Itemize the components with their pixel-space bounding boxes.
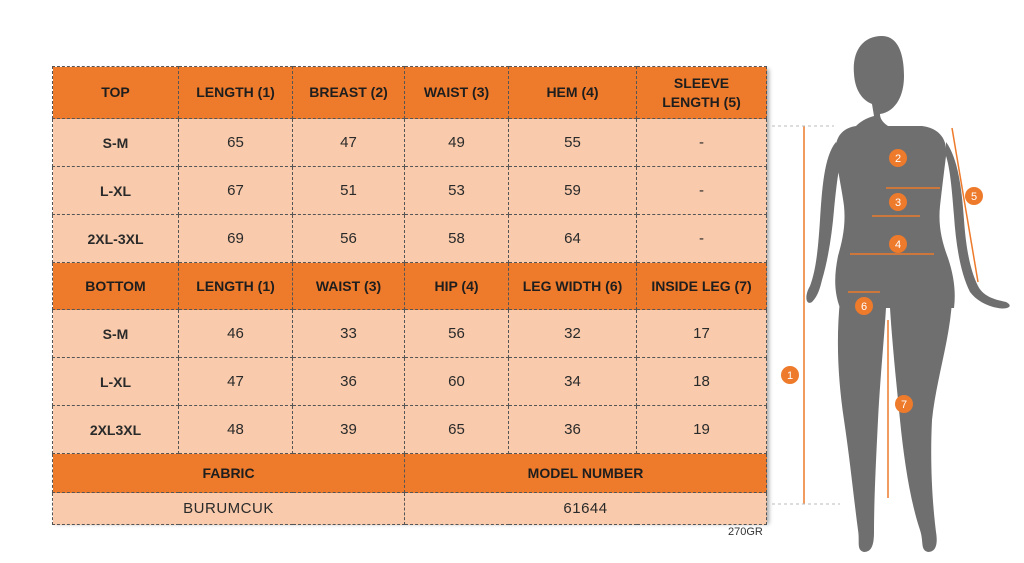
value-cell: 60 (405, 358, 509, 406)
marker-6 (855, 297, 873, 315)
fabric-label: FABRIC (53, 454, 405, 493)
top-table-row (53, 215, 767, 263)
value-cell: 58 (405, 215, 509, 263)
value-cell: 65 (179, 119, 293, 167)
bottom-table-row (53, 358, 767, 406)
top-header-cell: LENGTH (1) (179, 67, 293, 119)
value-cell: 36 (293, 358, 405, 406)
value-cell: 59 (509, 167, 637, 215)
size-table (52, 66, 767, 525)
value-cell: 17 (637, 310, 767, 358)
size-chart (52, 66, 766, 521)
bottom-header-cell: HIP (4) (405, 263, 509, 310)
value-cell: 36 (509, 406, 637, 454)
marker-3 (889, 193, 907, 211)
value-cell: 34 (509, 358, 637, 406)
top-header-cell: HEM (4) (509, 67, 637, 119)
size-cell: L-XL (53, 167, 179, 215)
marker-7 (895, 395, 913, 413)
size-cell: 2XL-3XL (53, 215, 179, 263)
value-cell: - (637, 215, 767, 263)
value-cell: 33 (293, 310, 405, 358)
bottom-header-cell: LENGTH (1) (179, 263, 293, 310)
value-cell: 53 (405, 167, 509, 215)
sleeve-label-line2: LENGTH (5) (662, 93, 741, 110)
value-cell: 49 (405, 119, 509, 167)
bottom-header-cell: WAIST (3) (293, 263, 405, 310)
sleeve-label-line1: SLEEVE (673, 75, 730, 92)
svg-text:7: 7 (900, 399, 908, 411)
value-cell: 18 (637, 358, 767, 406)
fabric-header-row (53, 454, 767, 493)
marker-5 (965, 187, 983, 205)
value-cell: 32 (509, 310, 637, 358)
size-cell: S-M (53, 119, 179, 167)
top-table-row (53, 119, 767, 167)
svg-text:2: 2 (894, 153, 902, 165)
value-cell: - (637, 167, 767, 215)
bottom-header-cell: INSIDE LEG (7) (637, 263, 767, 310)
marker-1 (781, 366, 799, 384)
body-measurement-figure (770, 30, 1024, 560)
top-header-cell: TOP (53, 67, 179, 119)
model-number-label: MODEL NUMBER (405, 454, 767, 493)
value-cell: 56 (293, 215, 405, 263)
svg-text:4: 4 (894, 239, 902, 251)
value-cell: 69 (179, 215, 293, 263)
marker-4 (889, 235, 907, 253)
footer-code: 270GR (728, 526, 763, 538)
top-header-row (53, 67, 767, 119)
value-cell: 65 (405, 406, 509, 454)
svg-text:5: 5 (970, 191, 978, 203)
top-header-cell (637, 67, 767, 119)
value-cell: 47 (293, 119, 405, 167)
value-cell: 39 (293, 406, 405, 454)
value-cell: - (637, 119, 767, 167)
value-cell: 47 (179, 358, 293, 406)
value-cell: 19 (637, 406, 767, 454)
value-cell: 55 (509, 119, 637, 167)
bottom-header-cell: LEG WIDTH (6) (509, 263, 637, 310)
svg-text:1: 1 (786, 370, 794, 382)
model-number-value: 61644 (405, 493, 767, 525)
marker-2 (889, 149, 907, 167)
value-cell: 56 (405, 310, 509, 358)
bottom-table-row (53, 406, 767, 454)
top-header-cell: WAIST (3) (405, 67, 509, 119)
value-cell: 48 (179, 406, 293, 454)
fabric-value-row (53, 493, 767, 525)
size-cell: 2XL3XL (53, 406, 179, 454)
bottom-table-row (53, 310, 767, 358)
top-header-cell: BREAST (2) (293, 67, 405, 119)
size-cell: L-XL (53, 358, 179, 406)
size-cell: S-M (53, 310, 179, 358)
value-cell: 64 (509, 215, 637, 263)
value-cell: 46 (179, 310, 293, 358)
value-cell: 51 (293, 167, 405, 215)
svg-text:6: 6 (860, 301, 868, 313)
bottom-header-row (53, 263, 767, 310)
bottom-header-cell: BOTTOM (53, 263, 179, 310)
svg-text:3: 3 (894, 197, 902, 209)
fabric-value: BURUMCUK (53, 493, 405, 525)
top-table-row (53, 167, 767, 215)
silhouette (806, 36, 1009, 552)
value-cell: 67 (179, 167, 293, 215)
